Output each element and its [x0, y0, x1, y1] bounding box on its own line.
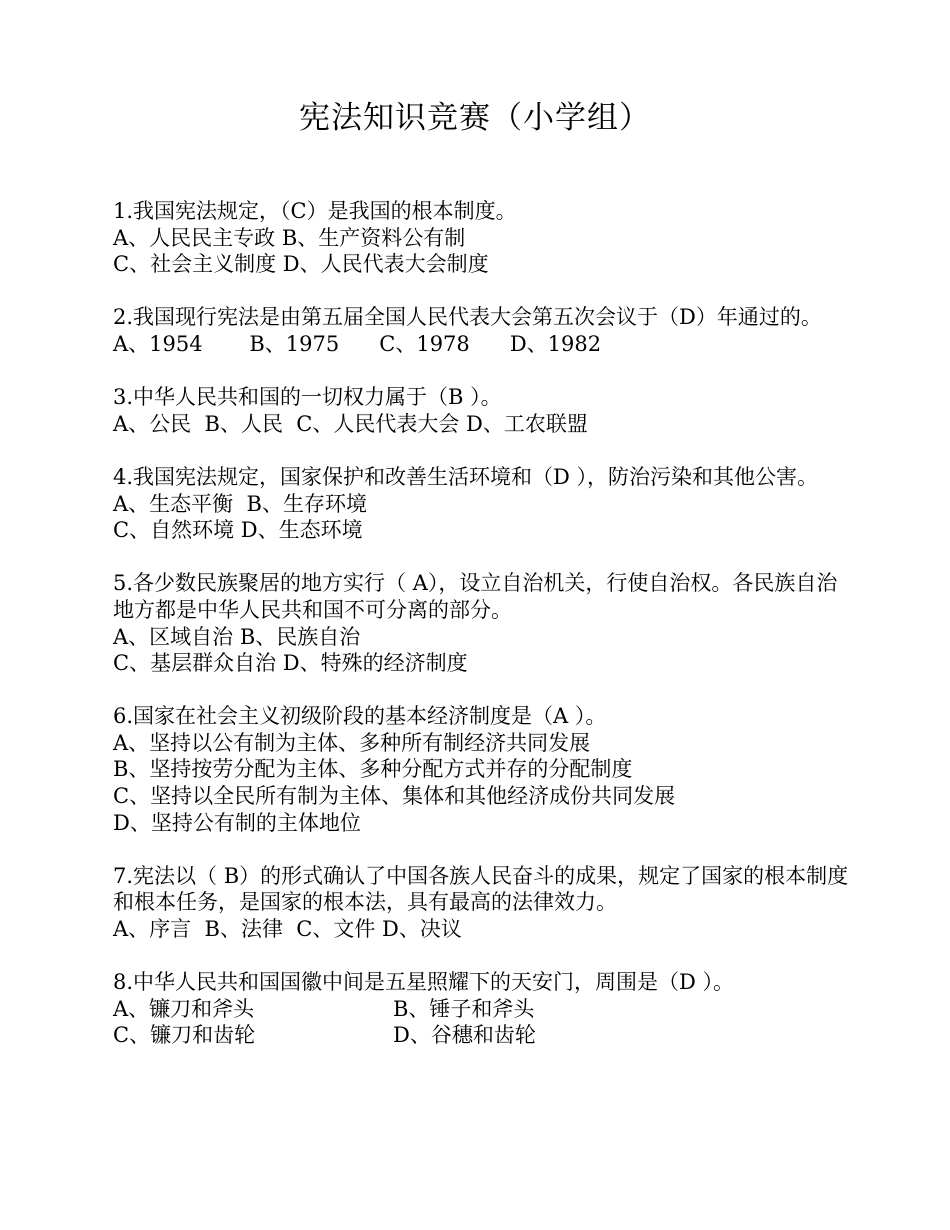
question-list: [113, 198, 853, 1076]
page-title: 宪法知识竞赛（小学组）: [299, 100, 651, 136]
option-grid: [113, 996, 853, 1049]
option-line: D、坚持公有制的主体地位: [113, 810, 361, 835]
question-text: 6.国家在社会主义初级阶段的基本经济制度是（A ）。: [113, 704, 607, 729]
question-text: 1.我国宪法规定，（C）是我国的根本制度。: [113, 199, 517, 223]
option-c: C、镰刀和齿轮: [113, 1023, 256, 1048]
question-6: [113, 703, 853, 836]
option-line: A、1954 B、1975 C、1978 D、1982: [113, 331, 602, 356]
option-line: A、公民 B、人民 C、人民代表大会 D、工农联盟: [113, 411, 588, 436]
option-line: C、社会主义制度 D、人民代表大会制度: [113, 252, 489, 277]
question-text: 4.我国宪法规定，国家保护和改善生活环境和（D ），防治污染和其他公害。: [113, 464, 819, 489]
question-8: [113, 969, 853, 1049]
option-d: D、谷穗和齿轮: [393, 1023, 536, 1048]
option-line: A、区域自治 B、民族自治: [113, 624, 361, 649]
question-text: 2.我国现行宪法是由第五届全国人民代表大会第五次会议于（D）年通过的。: [113, 305, 822, 330]
option-line: C、自然环境 D、生态环境: [113, 518, 363, 543]
option-line: A、序言 B、法律 C、文件 D、决议: [113, 917, 462, 942]
option-line: A、坚持以公有制为主体、多种所有制经济共同发展: [113, 730, 591, 755]
question-4: [113, 464, 853, 544]
option-b: B、锤子和斧头: [393, 996, 535, 1021]
question-1: [113, 198, 853, 278]
option-line: C、坚持以全民所有制为主体、集体和其他经济成份共同发展: [113, 784, 676, 809]
option-line: B、坚持按劳分配为主体、多种分配方式并存的分配制度: [113, 757, 633, 782]
option-line: A、人民民主专政 B、生产资料公有制: [113, 225, 466, 250]
option-line: A、生态平衡 B、生存环境: [113, 491, 367, 516]
question-text: 7.宪法以（ B）的形式确认了中国各族人民奋斗的成果，规定了国家的根本制度和根本任务，是国家的根本法，具有最高的法律效力。: [113, 863, 849, 915]
question-3: [113, 384, 853, 437]
option-line: C、基层群众自治 D、特殊的经济制度: [113, 651, 468, 676]
question-7: [113, 863, 853, 943]
option-a: A、镰刀和斧头: [113, 996, 255, 1021]
question-2: [113, 304, 853, 357]
question-text: 5.各少数民族聚居的地方实行（ A），设立自治机关，行使自治权。各民族自治地方都是中华人民共和国不可分离的部分。: [113, 571, 838, 622]
question-text: 8.中华人民共和国国徽中间是五星照耀下的天安门，周围是（D ）。: [113, 970, 735, 995]
question-5: [113, 570, 853, 676]
question-text: 3.中华人民共和国的一切权力属于（B ）。: [113, 385, 502, 410]
